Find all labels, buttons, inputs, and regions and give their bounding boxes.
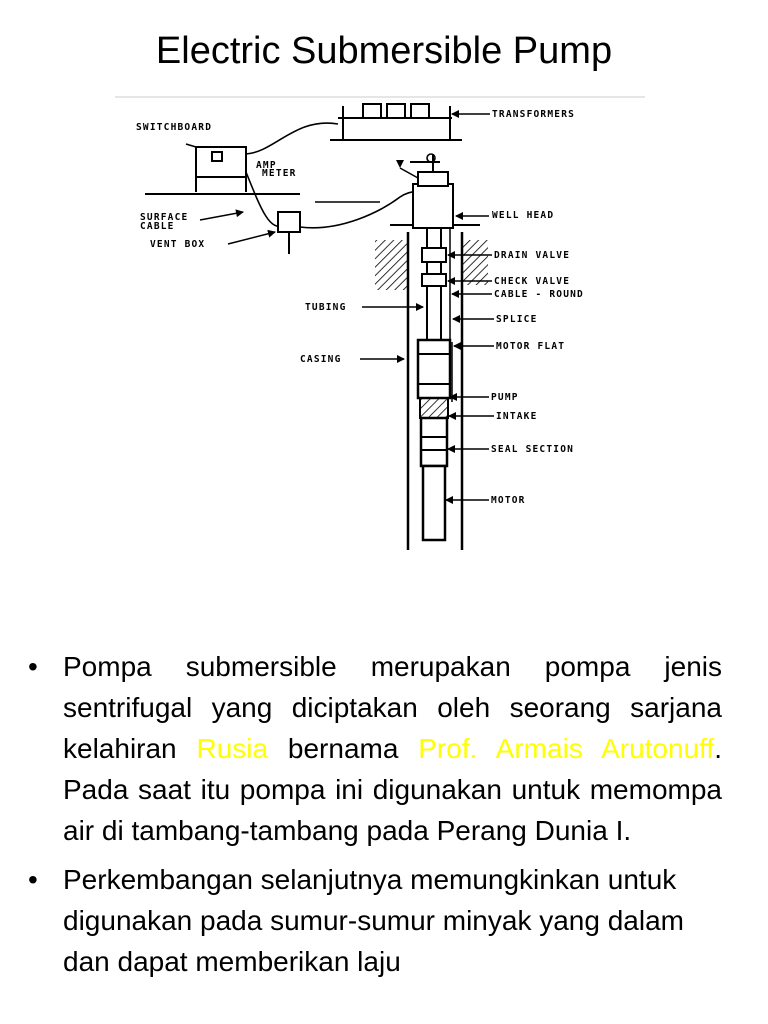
vent-box-graphic [278,212,300,254]
drain-valve-graphic [422,248,446,262]
bullet-item-1 [28,646,722,851]
label-splice: SPLICE [496,314,538,325]
bullet-1-highlight-name: Prof. Armais Arutonuff [418,733,715,764]
surface-cable [246,123,338,154]
bullet-1-text-b: bernama [268,733,419,764]
transformers-graphic [330,104,462,140]
bullet-1-highlight-rusia: Rusia [196,733,269,764]
earth-hatch-right [462,240,488,285]
label-switchboard: SWITCHBOARD [136,122,213,133]
label-meter: METER [262,168,297,179]
check-valve-graphic [422,274,446,286]
bullet-dot: • [28,651,38,682]
bullet-list [28,646,722,982]
label-pump: PUMP [491,392,519,403]
bullet-1-text-a: Pompa submersible merupakan pompa jenis sentrifugal yang diciptakan oleh seorang sarjana kelahiran [63,651,722,764]
bullet-dot: • [28,864,38,895]
pump-graphic [418,340,450,418]
slide-title: Electric Submersible Pump [155,30,613,72]
label-amp: AMP [256,160,277,171]
label-cable-round: CABLE - ROUND [494,289,584,300]
earth-hatch-left [375,240,408,290]
label-well-head: WELL HEAD [492,210,555,221]
label-casing: CASING [300,354,342,365]
switchboard-graphic [186,144,246,192]
motor-graphic [423,466,445,540]
bullet-item-2 [28,859,722,982]
label-tubing: TUBING [305,302,347,313]
label-surface: SURFACE [140,212,189,223]
label-cable: CABLE [140,221,175,232]
label-vent-box: VENT BOX [150,239,206,250]
label-motor-flat: MOTOR FLAT [496,341,566,352]
label-motor: MOTOR [491,495,526,506]
bullet-2-text: Perkembangan selanjutnya memungkinkan untuk digunakan pada sumur-sumur minyak yang dalam dan dapat memberikan laju [63,864,684,977]
esp-diagram [100,92,660,562]
label-seal-section: SEAL SECTION [491,444,575,455]
bullet-1-text-c: . Pada saat itu pompa ini digunakan untuk memompa air di tambang-tambang pada Perang Dunia I. [63,733,722,846]
well-head-graphic [390,154,480,228]
label-drain-valve: DRAIN VALVE [494,250,571,261]
label-transformers: TRANSFORMERS [492,109,576,120]
seal-section-graphic [421,418,447,466]
label-check-valve: CHECK VALVE [494,276,571,287]
label-intake: INTAKE [496,411,538,422]
